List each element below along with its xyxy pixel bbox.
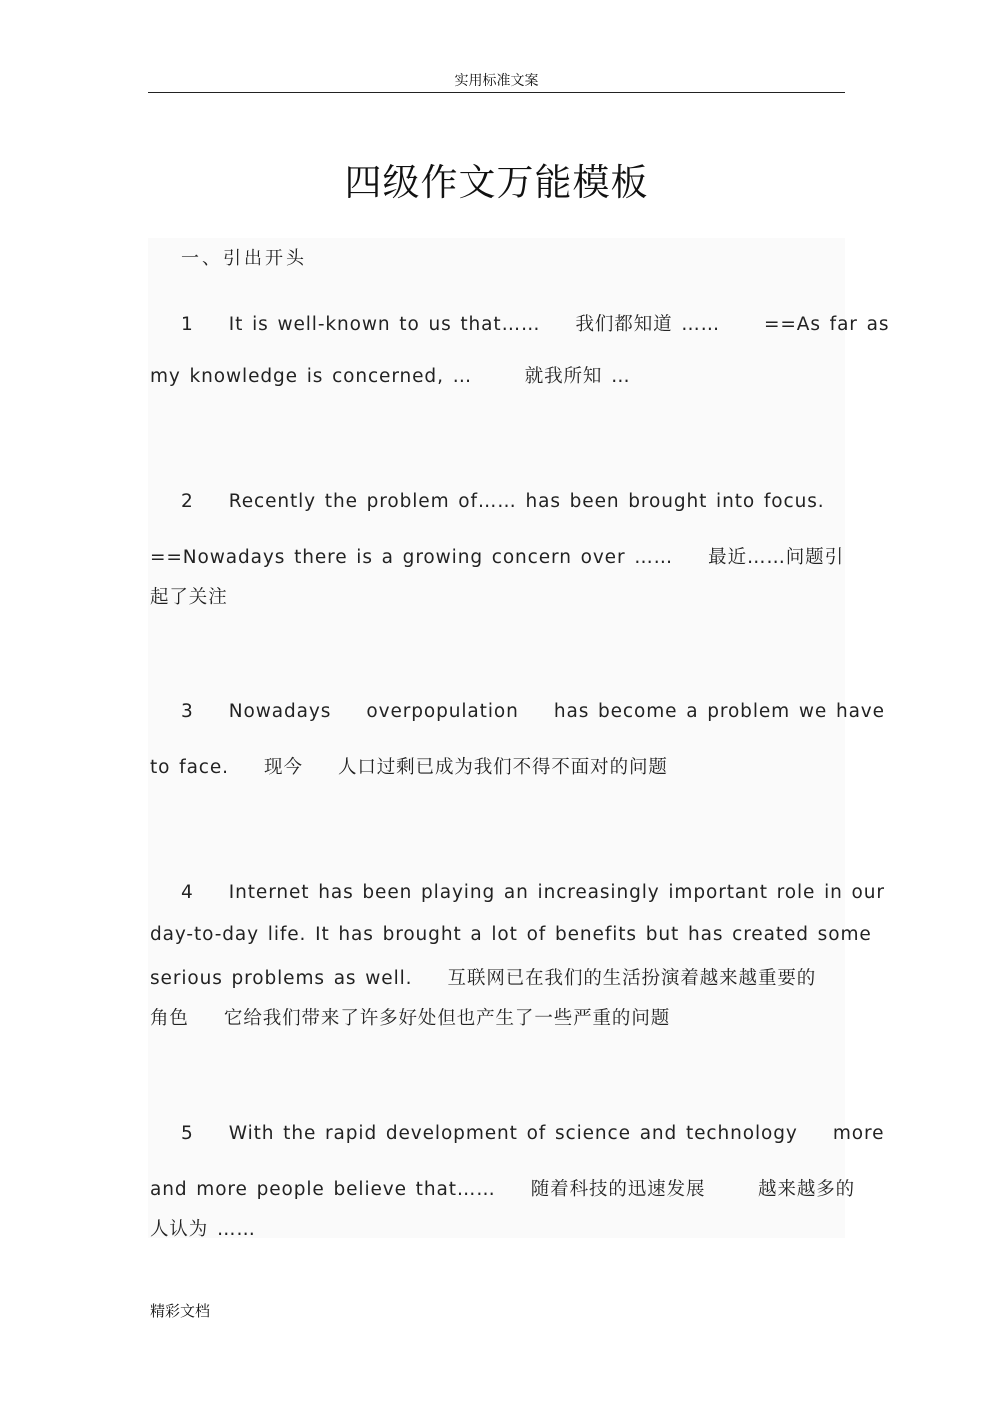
item-line: and more people believe that…… 随着科技的迅速发展 越来越多的 — [150, 1179, 856, 1200]
item-line: day-to-day life. It has brought a lot of benefits but has created some — [150, 924, 872, 945]
item-line: 1 It is well-known to us that…… 我们都知道 …… ==As far as — [181, 314, 890, 335]
document-title: 四级作文万能模板 — [344, 161, 649, 204]
item-line: serious problems as well. 互联网已在我们的生活扮演着越来越重要的 — [150, 968, 817, 989]
item-line: 人认为 …… — [150, 1219, 256, 1240]
item-line: 起了关注 — [150, 587, 228, 608]
page-footer: 精彩文档 — [150, 1302, 211, 1320]
item-line: ==Nowadays there is a growing concern over …… 最近……问题引 — [150, 547, 844, 568]
item-line: 4 Internet has been playing an increasingly important role in our — [181, 882, 885, 903]
header-divider — [148, 92, 845, 93]
item-line: 角色 它给我们带来了许多好处但也产生了一些严重的问题 — [150, 1008, 671, 1029]
item-line: my knowledge is concerned, … 就我所知 … — [150, 366, 631, 387]
item-line: 5 With the rapid development of science and technology more — [181, 1123, 885, 1144]
section-heading: 一、引出开头 — [181, 248, 307, 269]
content-area — [148, 238, 845, 1238]
page-header: 实用标准文案 — [454, 73, 539, 89]
item-line: 2 Recently the problem of…… has been brought into focus. — [181, 491, 825, 512]
item-line: to face. 现今 人口过剩已成为我们不得不面对的问题 — [150, 757, 668, 778]
item-line: 3 Nowadays overpopulation has become a problem we have — [181, 701, 885, 722]
